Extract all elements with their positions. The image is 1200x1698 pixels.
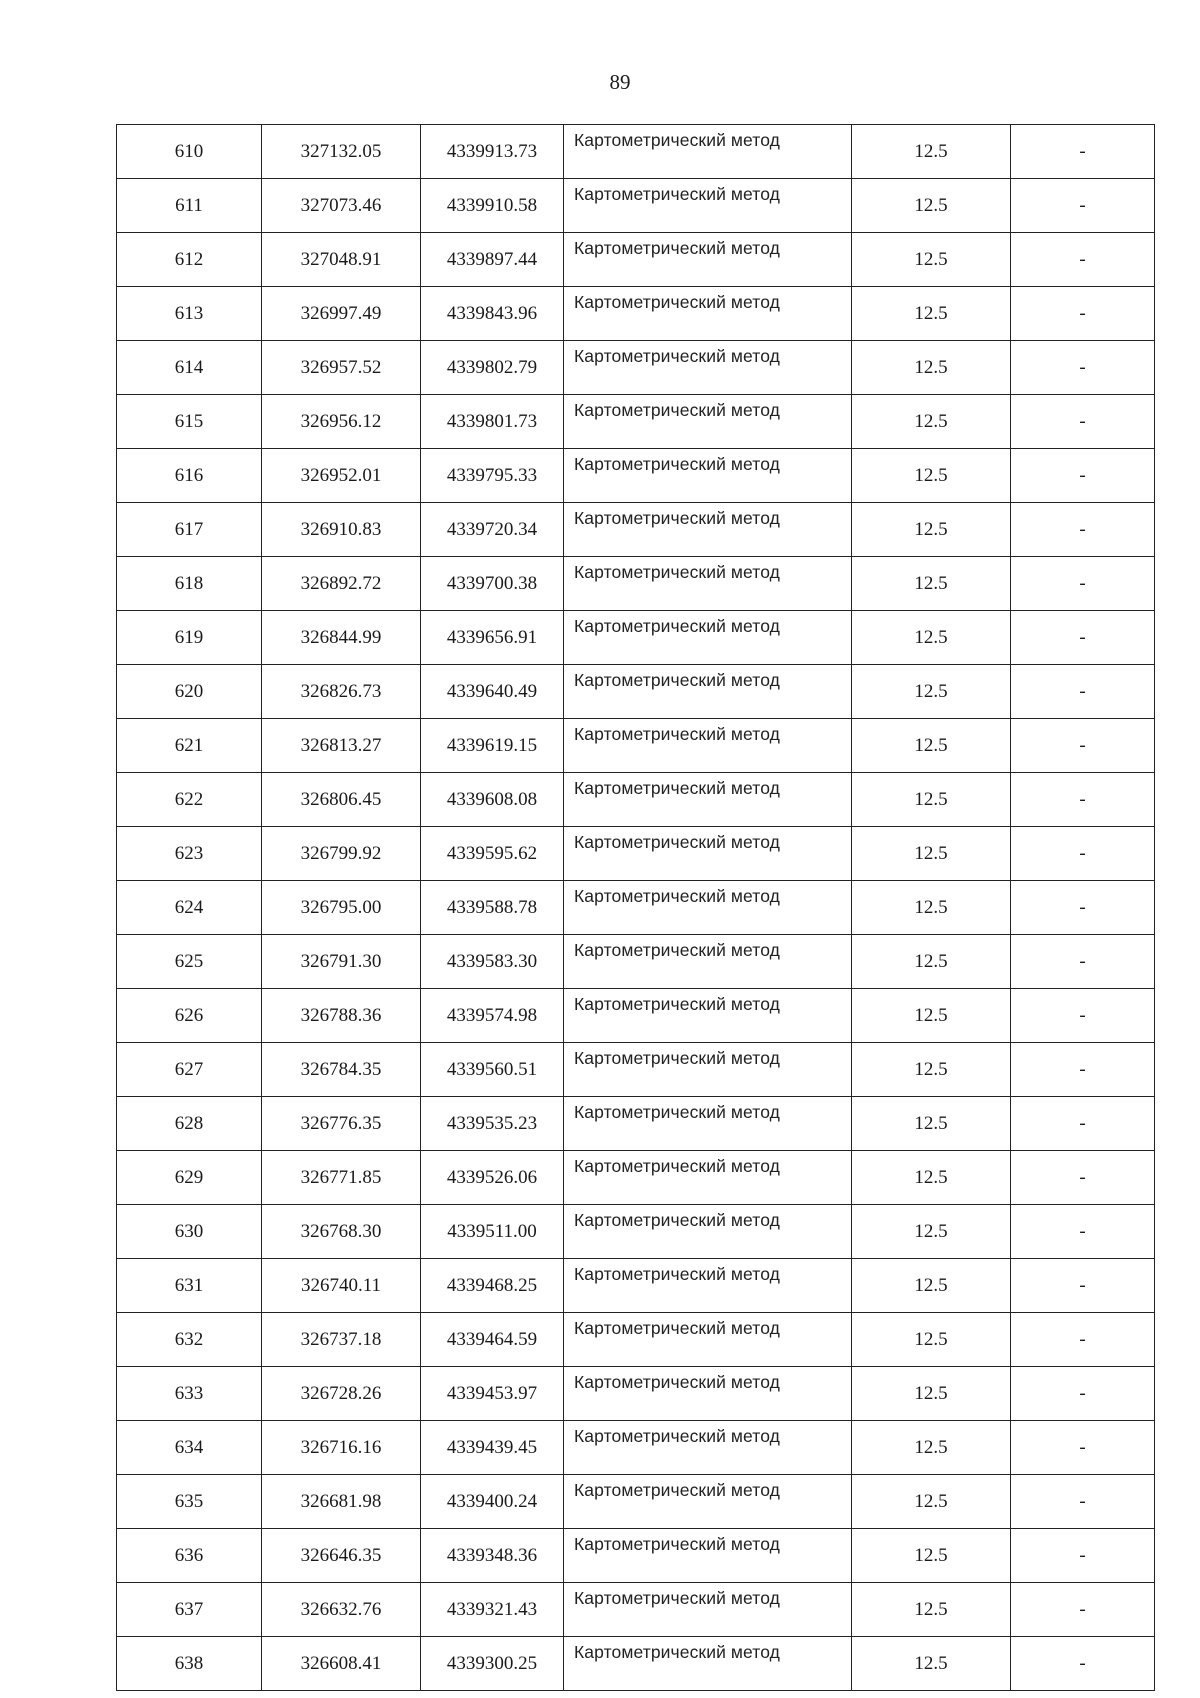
- accuracy-cell: 12.5: [852, 935, 1011, 989]
- note-cell: -: [1011, 773, 1155, 827]
- method-cell: Картометрический метод: [564, 989, 852, 1043]
- table-body: [117, 125, 1155, 1691]
- x-coordinate-cell: 326771.85: [262, 1151, 421, 1205]
- x-coordinate-cell: 326776.35: [262, 1097, 421, 1151]
- y-coordinate-cell: 4339511.00: [421, 1205, 564, 1259]
- accuracy-cell: 12.5: [852, 395, 1011, 449]
- method-cell: Картометрический метод: [564, 1259, 852, 1313]
- method-cell: Картометрический метод: [564, 611, 852, 665]
- note-cell: -: [1011, 1313, 1155, 1367]
- note-cell: -: [1011, 827, 1155, 881]
- table-row: [117, 395, 1155, 449]
- table-row: [117, 557, 1155, 611]
- y-coordinate-cell: 4339619.15: [421, 719, 564, 773]
- table-row: [117, 125, 1155, 179]
- table-row: [117, 989, 1155, 1043]
- note-cell: -: [1011, 1097, 1155, 1151]
- x-coordinate-cell: 326997.49: [262, 287, 421, 341]
- y-coordinate-cell: 4339535.23: [421, 1097, 564, 1151]
- note-cell: -: [1011, 881, 1155, 935]
- accuracy-cell: 12.5: [852, 125, 1011, 179]
- point-number-cell: 633: [117, 1367, 262, 1421]
- table-row: [117, 341, 1155, 395]
- x-coordinate-cell: 326768.30: [262, 1205, 421, 1259]
- table-row: [117, 179, 1155, 233]
- table-row: [117, 1151, 1155, 1205]
- accuracy-cell: 12.5: [852, 719, 1011, 773]
- accuracy-cell: 12.5: [852, 1205, 1011, 1259]
- y-coordinate-cell: 4339795.33: [421, 449, 564, 503]
- point-number-cell: 622: [117, 773, 262, 827]
- accuracy-cell: 12.5: [852, 1367, 1011, 1421]
- method-cell: Картометрический метод: [564, 881, 852, 935]
- point-number-cell: 637: [117, 1583, 262, 1637]
- table-row: [117, 1097, 1155, 1151]
- method-cell: Картометрический метод: [564, 1421, 852, 1475]
- note-cell: -: [1011, 1151, 1155, 1205]
- table-row: [117, 719, 1155, 773]
- y-coordinate-cell: 4339439.45: [421, 1421, 564, 1475]
- table-row: [117, 773, 1155, 827]
- x-coordinate-cell: 326910.83: [262, 503, 421, 557]
- y-coordinate-cell: 4339321.43: [421, 1583, 564, 1637]
- method-cell: Картометрический метод: [564, 1313, 852, 1367]
- point-number-cell: 638: [117, 1637, 262, 1691]
- method-cell: Картометрический метод: [564, 1151, 852, 1205]
- accuracy-cell: 12.5: [852, 1475, 1011, 1529]
- y-coordinate-cell: 4339464.59: [421, 1313, 564, 1367]
- accuracy-cell: 12.5: [852, 989, 1011, 1043]
- x-coordinate-cell: 326646.35: [262, 1529, 421, 1583]
- y-coordinate-cell: 4339348.36: [421, 1529, 564, 1583]
- method-cell: Картометрический метод: [564, 557, 852, 611]
- accuracy-cell: 12.5: [852, 1637, 1011, 1691]
- accuracy-cell: 12.5: [852, 179, 1011, 233]
- x-coordinate-cell: 327073.46: [262, 179, 421, 233]
- y-coordinate-cell: 4339400.24: [421, 1475, 564, 1529]
- y-coordinate-cell: 4339897.44: [421, 233, 564, 287]
- point-number-cell: 621: [117, 719, 262, 773]
- accuracy-cell: 12.5: [852, 665, 1011, 719]
- note-cell: -: [1011, 719, 1155, 773]
- x-coordinate-cell: 326799.92: [262, 827, 421, 881]
- table-row: [117, 935, 1155, 989]
- method-cell: Картометрический метод: [564, 827, 852, 881]
- note-cell: -: [1011, 1583, 1155, 1637]
- accuracy-cell: 12.5: [852, 1313, 1011, 1367]
- table-row: [117, 503, 1155, 557]
- accuracy-cell: 12.5: [852, 233, 1011, 287]
- y-coordinate-cell: 4339700.38: [421, 557, 564, 611]
- x-coordinate-cell: 326813.27: [262, 719, 421, 773]
- note-cell: -: [1011, 1259, 1155, 1313]
- table-row: [117, 287, 1155, 341]
- table-row: [117, 1475, 1155, 1529]
- method-cell: Картометрический метод: [564, 773, 852, 827]
- y-coordinate-cell: 4339588.78: [421, 881, 564, 935]
- accuracy-cell: 12.5: [852, 449, 1011, 503]
- accuracy-cell: 12.5: [852, 1097, 1011, 1151]
- x-coordinate-cell: 326608.41: [262, 1637, 421, 1691]
- note-cell: -: [1011, 179, 1155, 233]
- table-row: [117, 1421, 1155, 1475]
- method-cell: Картометрический метод: [564, 1583, 852, 1637]
- x-coordinate-cell: 326844.99: [262, 611, 421, 665]
- table-row: [117, 1529, 1155, 1583]
- y-coordinate-cell: 4339468.25: [421, 1259, 564, 1313]
- y-coordinate-cell: 4339453.97: [421, 1367, 564, 1421]
- x-coordinate-cell: 326632.76: [262, 1583, 421, 1637]
- y-coordinate-cell: 4339656.91: [421, 611, 564, 665]
- coordinates-table: [116, 124, 1155, 1691]
- method-cell: Картометрический метод: [564, 1475, 852, 1529]
- accuracy-cell: 12.5: [852, 773, 1011, 827]
- table-row: [117, 611, 1155, 665]
- point-number-cell: 632: [117, 1313, 262, 1367]
- table-row: [117, 233, 1155, 287]
- method-cell: Картометрический метод: [564, 1097, 852, 1151]
- note-cell: -: [1011, 665, 1155, 719]
- accuracy-cell: 12.5: [852, 341, 1011, 395]
- y-coordinate-cell: 4339910.58: [421, 179, 564, 233]
- point-number-cell: 636: [117, 1529, 262, 1583]
- note-cell: -: [1011, 935, 1155, 989]
- method-cell: Картометрический метод: [564, 125, 852, 179]
- x-coordinate-cell: 326784.35: [262, 1043, 421, 1097]
- table-row: [117, 665, 1155, 719]
- method-cell: Картометрический метод: [564, 179, 852, 233]
- x-coordinate-cell: 326788.36: [262, 989, 421, 1043]
- point-number-cell: 613: [117, 287, 262, 341]
- method-cell: Картометрический метод: [564, 449, 852, 503]
- note-cell: -: [1011, 1421, 1155, 1475]
- table-row: [117, 881, 1155, 935]
- table-row: [117, 1205, 1155, 1259]
- y-coordinate-cell: 4339574.98: [421, 989, 564, 1043]
- note-cell: -: [1011, 1475, 1155, 1529]
- table-row: [117, 1637, 1155, 1691]
- y-coordinate-cell: 4339843.96: [421, 287, 564, 341]
- point-number-cell: 616: [117, 449, 262, 503]
- method-cell: Картометрический метод: [564, 1205, 852, 1259]
- method-cell: Картометрический метод: [564, 1637, 852, 1691]
- method-cell: Картометрический метод: [564, 1367, 852, 1421]
- table-row: [117, 1313, 1155, 1367]
- note-cell: -: [1011, 125, 1155, 179]
- method-cell: Картометрический метод: [564, 665, 852, 719]
- x-coordinate-cell: 326740.11: [262, 1259, 421, 1313]
- method-cell: Картометрический метод: [564, 233, 852, 287]
- point-number-cell: 631: [117, 1259, 262, 1313]
- method-cell: Картометрический метод: [564, 1529, 852, 1583]
- x-coordinate-cell: 326956.12: [262, 395, 421, 449]
- method-cell: Картометрический метод: [564, 287, 852, 341]
- point-number-cell: 615: [117, 395, 262, 449]
- note-cell: -: [1011, 395, 1155, 449]
- point-number-cell: 629: [117, 1151, 262, 1205]
- point-number-cell: 628: [117, 1097, 262, 1151]
- note-cell: -: [1011, 611, 1155, 665]
- point-number-cell: 611: [117, 179, 262, 233]
- point-number-cell: 610: [117, 125, 262, 179]
- x-coordinate-cell: 326716.16: [262, 1421, 421, 1475]
- y-coordinate-cell: 4339526.06: [421, 1151, 564, 1205]
- point-number-cell: 626: [117, 989, 262, 1043]
- x-coordinate-cell: 326795.00: [262, 881, 421, 935]
- point-number-cell: 634: [117, 1421, 262, 1475]
- page-number: 89: [609, 70, 631, 94]
- y-coordinate-cell: 4339583.30: [421, 935, 564, 989]
- note-cell: -: [1011, 1043, 1155, 1097]
- x-coordinate-cell: 326826.73: [262, 665, 421, 719]
- y-coordinate-cell: 4339300.25: [421, 1637, 564, 1691]
- table-row: [117, 827, 1155, 881]
- y-coordinate-cell: 4339595.62: [421, 827, 564, 881]
- method-cell: Картометрический метод: [564, 719, 852, 773]
- table-row: [117, 1583, 1155, 1637]
- x-coordinate-cell: 326806.45: [262, 773, 421, 827]
- table-row: [117, 449, 1155, 503]
- x-coordinate-cell: 327048.91: [262, 233, 421, 287]
- point-number-cell: 620: [117, 665, 262, 719]
- point-number-cell: 619: [117, 611, 262, 665]
- note-cell: -: [1011, 1367, 1155, 1421]
- y-coordinate-cell: 4339560.51: [421, 1043, 564, 1097]
- x-coordinate-cell: 327132.05: [262, 125, 421, 179]
- table-row: [117, 1367, 1155, 1421]
- point-number-cell: 627: [117, 1043, 262, 1097]
- note-cell: -: [1011, 503, 1155, 557]
- point-number-cell: 625: [117, 935, 262, 989]
- accuracy-cell: 12.5: [852, 503, 1011, 557]
- accuracy-cell: 12.5: [852, 1259, 1011, 1313]
- point-number-cell: 623: [117, 827, 262, 881]
- method-cell: Картометрический метод: [564, 341, 852, 395]
- table-row: [117, 1043, 1155, 1097]
- x-coordinate-cell: 326892.72: [262, 557, 421, 611]
- method-cell: Картометрический метод: [564, 503, 852, 557]
- method-cell: Картометрический метод: [564, 935, 852, 989]
- point-number-cell: 617: [117, 503, 262, 557]
- y-coordinate-cell: 4339913.73: [421, 125, 564, 179]
- y-coordinate-cell: 4339802.79: [421, 341, 564, 395]
- point-number-cell: 614: [117, 341, 262, 395]
- note-cell: -: [1011, 989, 1155, 1043]
- accuracy-cell: 12.5: [852, 1421, 1011, 1475]
- x-coordinate-cell: 326681.98: [262, 1475, 421, 1529]
- point-number-cell: 630: [117, 1205, 262, 1259]
- note-cell: -: [1011, 449, 1155, 503]
- x-coordinate-cell: 326952.01: [262, 449, 421, 503]
- method-cell: Картометрический метод: [564, 395, 852, 449]
- note-cell: -: [1011, 287, 1155, 341]
- point-number-cell: 624: [117, 881, 262, 935]
- x-coordinate-cell: 326737.18: [262, 1313, 421, 1367]
- y-coordinate-cell: 4339608.08: [421, 773, 564, 827]
- point-number-cell: 618: [117, 557, 262, 611]
- method-cell: Картометрический метод: [564, 1043, 852, 1097]
- note-cell: -: [1011, 1637, 1155, 1691]
- table-row: [117, 1259, 1155, 1313]
- accuracy-cell: 12.5: [852, 827, 1011, 881]
- note-cell: -: [1011, 1205, 1155, 1259]
- note-cell: -: [1011, 233, 1155, 287]
- accuracy-cell: 12.5: [852, 881, 1011, 935]
- accuracy-cell: 12.5: [852, 611, 1011, 665]
- accuracy-cell: 12.5: [852, 1151, 1011, 1205]
- accuracy-cell: 12.5: [852, 287, 1011, 341]
- x-coordinate-cell: 326957.52: [262, 341, 421, 395]
- y-coordinate-cell: 4339640.49: [421, 665, 564, 719]
- note-cell: -: [1011, 557, 1155, 611]
- accuracy-cell: 12.5: [852, 1043, 1011, 1097]
- accuracy-cell: 12.5: [852, 1583, 1011, 1637]
- x-coordinate-cell: 326728.26: [262, 1367, 421, 1421]
- accuracy-cell: 12.5: [852, 557, 1011, 611]
- accuracy-cell: 12.5: [852, 1529, 1011, 1583]
- note-cell: -: [1011, 1529, 1155, 1583]
- x-coordinate-cell: 326791.30: [262, 935, 421, 989]
- note-cell: -: [1011, 341, 1155, 395]
- y-coordinate-cell: 4339720.34: [421, 503, 564, 557]
- y-coordinate-cell: 4339801.73: [421, 395, 564, 449]
- point-number-cell: 612: [117, 233, 262, 287]
- point-number-cell: 635: [117, 1475, 262, 1529]
